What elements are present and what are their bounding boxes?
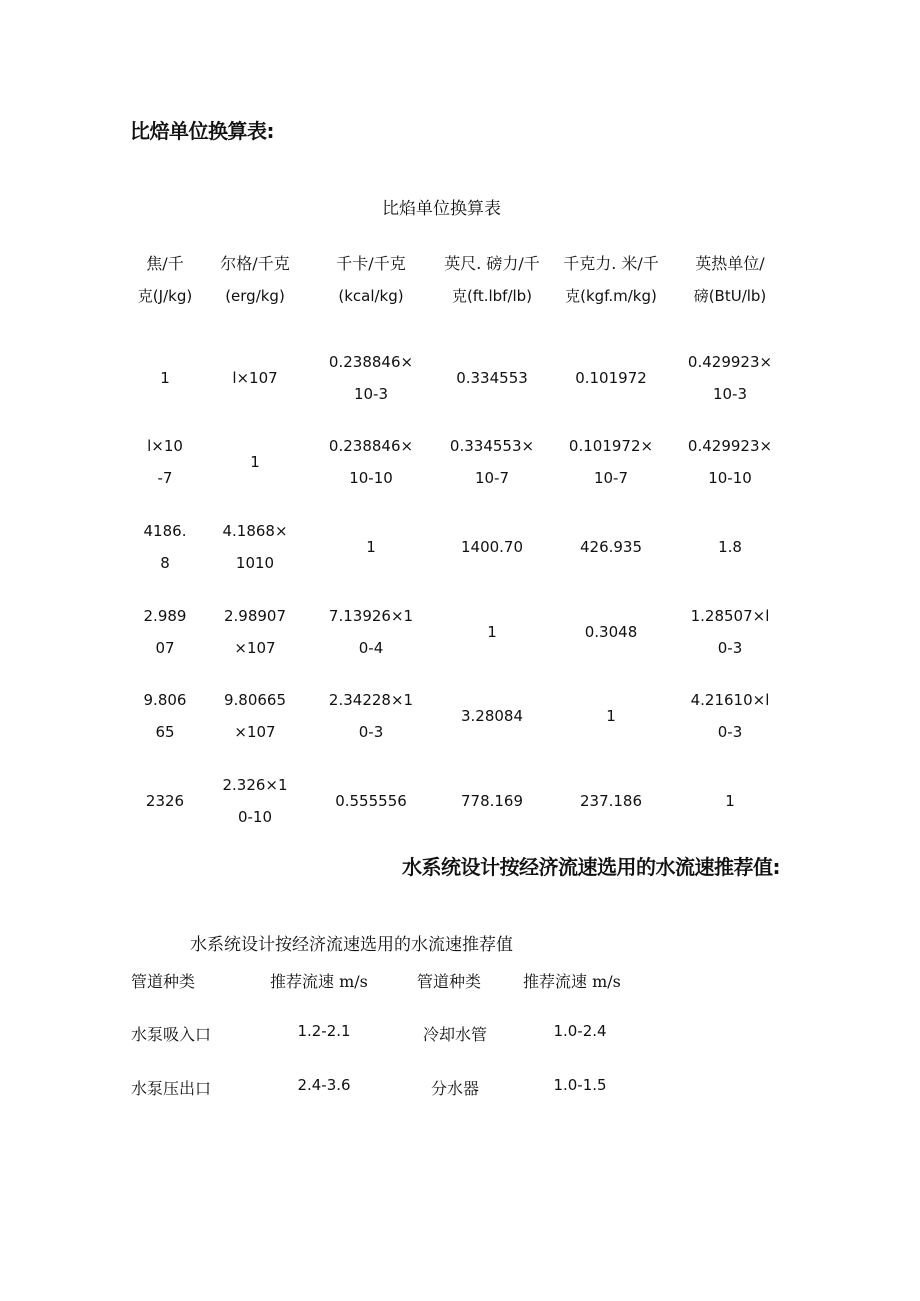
table-cell-line: 9.80665 [223, 691, 287, 709]
table-cell [316, 684, 426, 748]
table-cell: 水泵压出口 [131, 1079, 212, 1098]
table-cell [551, 531, 671, 563]
table-cell-line: 237.186 [579, 792, 643, 810]
table-cell-line: 1 [250, 453, 260, 471]
table-cell: 2.4-3.6 [297, 1076, 351, 1094]
table-cell [675, 346, 785, 410]
table-cell [316, 785, 426, 817]
table-cell [205, 515, 305, 579]
table-cell-line: 2.326×1 [222, 776, 288, 794]
header-cell-line: 尔格/千克 [220, 254, 290, 273]
header-cell-line: 英尺. 磅力/千 [444, 254, 540, 273]
header-cell [205, 248, 305, 312]
table-cell [205, 684, 305, 748]
table-cell [316, 346, 426, 410]
header-cell-line: (erg/kg) [225, 287, 285, 305]
table-cell-line: 0-3 [717, 723, 743, 741]
table-cell-line: 1 [487, 623, 497, 641]
table-cell [130, 684, 200, 748]
table-cell-line: l×10 [147, 437, 183, 455]
table-cell [130, 362, 200, 394]
table-cell [130, 600, 200, 664]
header-cell-line: (kcal/kg) [338, 287, 404, 305]
table-cell-line: 1 [366, 538, 376, 556]
table-cell [130, 430, 200, 494]
header-cell [551, 248, 671, 312]
header-cell-line: 千卡/千克 [336, 254, 406, 273]
table-cell [675, 785, 785, 817]
table-cell-line: 1 [725, 792, 735, 810]
table-cell [432, 430, 552, 494]
table-cell [205, 446, 305, 478]
header-cell [316, 248, 426, 312]
table-cell [551, 430, 671, 494]
header-cell: 推荐流速 m/s [270, 972, 368, 991]
table-cell [205, 600, 305, 664]
table-cell [432, 785, 552, 817]
table-cell [432, 700, 552, 732]
header-cell-line: 克(kgf.m/kg) [565, 287, 657, 305]
table-cell-line: 2.34228×1 [328, 691, 414, 709]
table-cell: 1.2-2.1 [297, 1022, 351, 1040]
table-cell-line: 0.238846× [328, 353, 414, 371]
table-cell-line: -7 [157, 469, 173, 487]
table-cell-line: 0.429923× [687, 437, 773, 455]
table-cell-line: 0-10 [237, 808, 273, 826]
table-cell-line: 0-3 [717, 639, 743, 657]
table-cell [205, 769, 305, 833]
header-cell [432, 248, 552, 312]
table-cell [432, 616, 552, 648]
table-cell [130, 785, 200, 817]
table-cell-line: 10-3 [353, 385, 389, 403]
header-cell: 管道种类 [131, 972, 196, 991]
header-cell-line: 焦/千 [146, 254, 184, 273]
table-cell-line: 0.334553 [456, 369, 528, 387]
table-cell: 冷却水管 [422, 1025, 487, 1044]
table-cell-line: 2326 [145, 792, 185, 810]
table-cell-line: 10-3 [712, 385, 748, 403]
table-cell-line: 0.101972 [575, 369, 647, 387]
table-cell: 1.0-1.5 [553, 1076, 607, 1094]
table-cell-line: ×107 [234, 639, 276, 657]
table-cell [675, 531, 785, 563]
table-cell [130, 515, 200, 579]
table-cell [675, 684, 785, 748]
table-cell-line: 0.101972× [568, 437, 654, 455]
table-cell-line: 0-3 [358, 723, 384, 741]
table-cell-line: 4.1868× [222, 522, 288, 540]
table-cell-line: 426.935 [579, 538, 643, 556]
table-cell-line: 0.238846× [328, 437, 414, 455]
table-cell-line: 07 [155, 639, 175, 657]
table-cell-line: 1 [606, 707, 616, 725]
table-cell-line: 9.806 [143, 691, 187, 709]
table-cell-line: 10-10 [708, 469, 752, 487]
table-cell [675, 600, 785, 664]
table-cell [316, 600, 426, 664]
header-cell-line: 英热单位/ [695, 254, 765, 273]
table-cell: 水泵吸入口 [131, 1025, 212, 1044]
table-cell-line: 4186. [143, 522, 187, 540]
table-cell [205, 362, 305, 394]
header-cell-line: 千克力. 米/千 [563, 254, 659, 273]
header-cell-line: 克(ft.lbf/lb) [451, 287, 533, 305]
table-cell: 1.0-2.4 [553, 1022, 607, 1040]
table-cell-line: 0.3048 [584, 623, 638, 641]
table-cell-line: 10-7 [593, 469, 629, 487]
table-cell-line: 2.98907 [223, 607, 287, 625]
table-cell-line: 0.555556 [335, 792, 407, 810]
table-cell [551, 616, 671, 648]
header-cell-line: 克(J/kg) [137, 287, 193, 305]
table-cell-line: 778.169 [460, 792, 524, 810]
table-cell-line: 1400.70 [460, 538, 524, 556]
table-cell-line: 0.429923× [687, 353, 773, 371]
section2-heading: 水系统设计按经济流速选用的水流速推荐值: [402, 855, 780, 879]
table-cell-line: 1 [160, 369, 170, 387]
section1-heading: 比焙单位换算表: [130, 119, 274, 143]
table-cell [551, 785, 671, 817]
section1-caption: 比焰单位换算表 [382, 199, 501, 219]
header-cell [130, 248, 200, 312]
table-cell: 分水器 [430, 1079, 479, 1098]
table-cell [432, 531, 552, 563]
table-cell-line: 3.28084 [460, 707, 524, 725]
table-cell [432, 362, 552, 394]
table-cell-line: 10-7 [474, 469, 510, 487]
header-cell: 推荐流速 m/s [523, 972, 621, 991]
table-cell-line: 1.8 [718, 538, 742, 556]
table-cell-line: ×107 [234, 723, 276, 741]
header-cell: 管道种类 [417, 972, 482, 991]
table-cell-line: 0.334553× [449, 437, 535, 455]
table-cell-line: 10-10 [349, 469, 393, 487]
table-cell-line: 1.28507×l [690, 607, 770, 625]
table-cell-line: 2.989 [143, 607, 187, 625]
table-cell [316, 430, 426, 494]
table-cell-line: 65 [155, 723, 175, 741]
table-cell-line: 1010 [235, 554, 275, 572]
table-cell-line: 0-4 [358, 639, 384, 657]
section2-caption: 水系统设计按经济流速选用的水流速推荐值 [190, 935, 513, 955]
table-cell-line: 7.13926×1 [328, 607, 414, 625]
table-cell [675, 430, 785, 494]
table-cell [316, 531, 426, 563]
table-cell-line: 8 [160, 554, 170, 572]
table-cell-line: l×107 [232, 369, 278, 387]
header-cell-line: 磅(BtU/lb) [693, 287, 767, 305]
header-cell [675, 248, 785, 312]
table-cell [551, 362, 671, 394]
table-cell-line: 4.21610×l [690, 691, 770, 709]
table-cell [551, 700, 671, 732]
